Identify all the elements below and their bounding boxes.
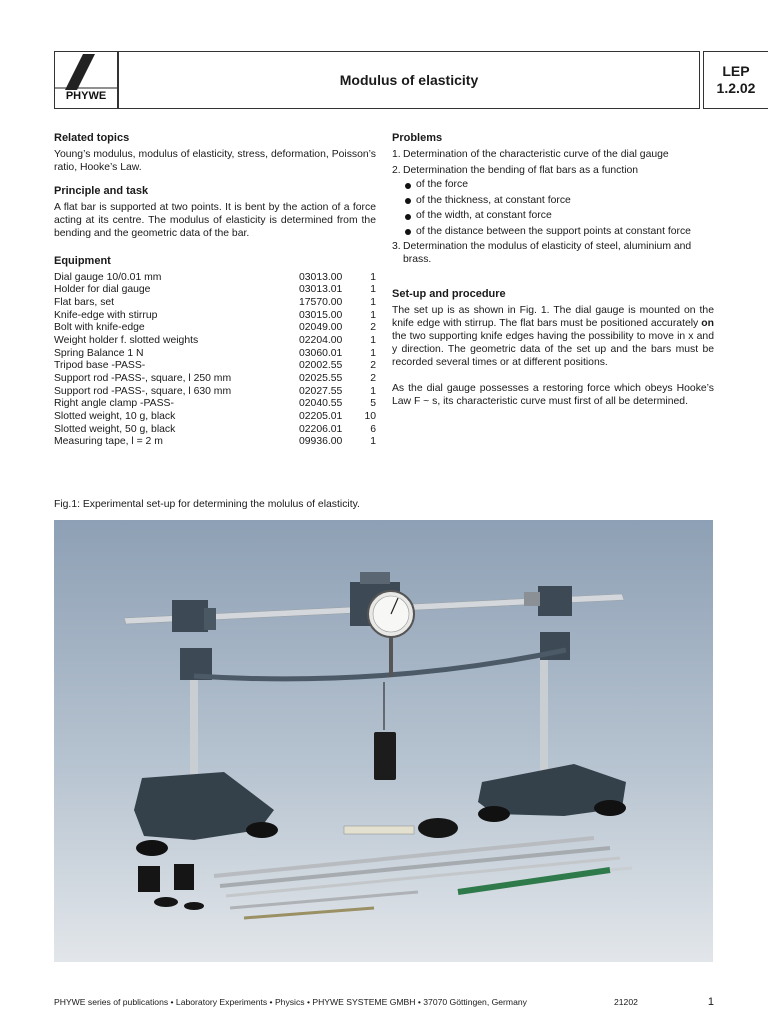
equipment-qty: 1 <box>370 347 376 359</box>
problems-section <box>392 131 714 267</box>
setup-section <box>392 287 714 408</box>
equipment-name: Tripod base -PASS- <box>54 360 146 372</box>
page-header <box>54 51 756 109</box>
lep-label: LEP <box>722 63 750 79</box>
equipment-section <box>54 254 376 450</box>
problem-subitem <box>403 210 714 223</box>
equipment-number: 02025.55 <box>299 373 343 385</box>
equipment-row <box>54 424 376 437</box>
equipment-name: Spring Balance 1 N <box>54 347 144 359</box>
setup-text: The set up is as shown in Fig. 1. The dial gauge is mounted on the knife edge with stirrup. The flat bars must be positioned accurately <box>392 305 714 330</box>
equipment-qty: 10 <box>364 411 376 423</box>
equipment-qty: 1 <box>370 284 376 296</box>
equipment-row <box>54 360 376 373</box>
problem-subitem <box>403 226 714 239</box>
equipment-number: 02027.55 <box>299 385 343 397</box>
left-column <box>54 131 376 458</box>
subitem-text: of the force <box>416 179 468 191</box>
problem-number: 1. <box>392 149 401 160</box>
subitem-text: of the width, at constant force <box>416 210 552 222</box>
equipment-number: 02206.01 <box>299 423 343 435</box>
equipment-qty: 5 <box>370 398 376 410</box>
problem-sublist <box>403 179 714 238</box>
equipment-qty: 1 <box>370 436 376 448</box>
equipment-name: Slotted weight, 50 g, black <box>54 423 176 435</box>
equipment-row <box>54 322 376 335</box>
equipment-name: Slotted weight, 10 g, black <box>54 411 176 423</box>
equipment-name: Bolt with knife-edge <box>54 322 145 334</box>
problem-number: 2. <box>392 164 401 176</box>
equipment-name: Right angle clamp -PASS- <box>54 398 174 410</box>
document-code: 21202 <box>614 997 638 1007</box>
publisher-text: PHYWE series of publications • Laboratory Experiments • Physics • PHYWE SYSTEME GMBH • 37070 Göttingen, Germany <box>54 997 527 1007</box>
equipment-name: Weight holder f. slotted weights <box>54 334 199 346</box>
phywe-logo-graphic <box>55 52 117 108</box>
equipment-number: 09936.00 <box>299 436 343 448</box>
equipment-qty: 1 <box>370 334 376 346</box>
principle-text: A flat bar is supported at two points. It is bent by the action of a force acting at its centre. The modulus of elasticity is determined from the bending and the geometric data of the bar. <box>54 201 376 239</box>
experimental-setup-photo <box>54 520 713 962</box>
setup-text: the two supporting knife edges having the possibility to move in x and y direction. The geometric data of the set up and the bars must be recorded several times or at different positions. <box>392 331 714 368</box>
page-title: Modulus of elasticity <box>339 72 479 88</box>
equipment-name: Dial gauge 10/0.01 mm <box>54 271 162 283</box>
problem-text: Determination the modulus of elasticity of steel, aluminium and brass. <box>403 241 692 266</box>
problems-list <box>392 149 714 267</box>
equipment-heading: Equipment <box>54 254 111 267</box>
problem-text: Determination the bending of flat bars as a function <box>403 164 639 176</box>
title-box <box>118 51 700 109</box>
problem-item <box>392 149 714 162</box>
equipment-number: 17570.00 <box>299 296 343 308</box>
bullet-icon <box>405 229 411 235</box>
equipment-name: Flat bars, set <box>54 296 115 308</box>
equipment-name: Holder for dial gauge <box>54 284 151 296</box>
equipment-qty: 1 <box>370 309 376 321</box>
equipment-name: Support rod -PASS-, square, l 630 mm <box>54 385 232 397</box>
equipment-row <box>54 284 376 297</box>
equipment-name: Support rod -PASS-, square, l 250 mm <box>54 373 232 385</box>
equipment-name: Knife-edge with stirrup <box>54 309 158 321</box>
equipment-row <box>54 310 376 323</box>
equipment-number: 02205.01 <box>299 411 343 423</box>
equipment-row <box>54 272 376 285</box>
equipment-number: 02040.55 <box>299 398 343 410</box>
subitem-text: of the distance between the support points at constant force <box>416 225 691 237</box>
figure-caption: Fig.1: Experimental set-up for determining the molulus of elasticity. <box>54 499 360 510</box>
equipment-number: 03013.00 <box>299 271 343 283</box>
setup-heading: Set-up and procedure <box>392 288 506 301</box>
equipment-qty: 1 <box>370 271 376 283</box>
equipment-row <box>54 398 376 411</box>
equipment-qty: 2 <box>370 322 376 334</box>
phywe-logo <box>54 51 118 109</box>
right-column <box>392 131 714 418</box>
logo-text: PHYWE <box>65 90 107 102</box>
equipment-number: 02002.55 <box>299 360 343 372</box>
equipment-number: 03060.01 <box>299 347 343 359</box>
equipment-qty: 6 <box>370 423 376 435</box>
apparatus-illustration <box>54 520 713 962</box>
setup-paragraph-1 <box>392 305 714 370</box>
problems-heading: Problems <box>392 132 443 144</box>
problem-item <box>392 165 714 239</box>
equipment-row <box>54 335 376 348</box>
problem-item <box>392 241 714 267</box>
problem-subitem <box>403 195 714 208</box>
equipment-qty: 2 <box>370 373 376 385</box>
equipment-row <box>54 373 376 386</box>
equipment-name: Measuring tape, l = 2 m <box>54 436 163 448</box>
equipment-row <box>54 297 376 310</box>
equipment-row <box>54 436 376 449</box>
equipment-number: 02204.00 <box>299 334 343 346</box>
lep-number: 1.2.02 <box>716 80 756 96</box>
equipment-qty: 1 <box>370 385 376 397</box>
equipment-row <box>54 411 376 424</box>
equipment-number: 03015.00 <box>299 309 343 321</box>
equipment-number: 03013.01 <box>299 284 343 296</box>
problem-text: Determination of the characteristic curve of the dial gauge <box>403 149 669 160</box>
problem-subitem <box>403 179 714 192</box>
equipment-number: 02049.00 <box>299 322 343 334</box>
bullet-icon <box>405 214 411 220</box>
page-number: 1 <box>707 996 714 1008</box>
problem-number: 3. <box>392 241 401 253</box>
bullet-icon <box>405 183 411 189</box>
setup-emphasis: on <box>701 318 714 330</box>
lep-box <box>703 51 768 109</box>
equipment-qty: 1 <box>370 296 376 308</box>
related-topics-heading: Related topics <box>54 132 130 144</box>
related-topics-text: Young’s modulus, modulus of elasticity, stress, deformation, Poisson’s ratio, Hooke’s Law. <box>54 149 376 173</box>
setup-paragraph-2: As the dial gauge possesses a restoring force which obeys Hooke’s Law F ~ s, its characteristic curve must first of all be determined. <box>392 382 714 407</box>
equipment-list <box>54 272 376 450</box>
equipment-qty: 2 <box>370 360 376 372</box>
principle-section <box>54 184 376 241</box>
related-topics-section <box>54 131 376 175</box>
bullet-icon <box>405 198 411 204</box>
subitem-text: of the thickness, at constant force <box>416 194 571 206</box>
principle-heading: Principle and task <box>54 184 149 197</box>
equipment-row <box>54 348 376 361</box>
equipment-row <box>54 386 376 399</box>
